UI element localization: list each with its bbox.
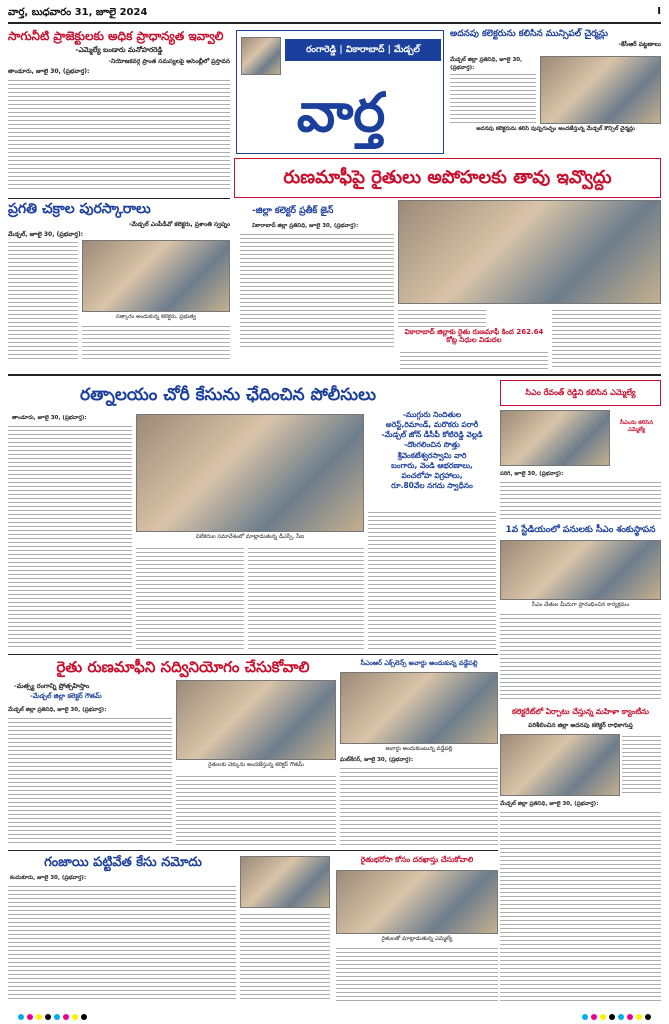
awards-photo: [82, 240, 230, 312]
subheadline-2: -మేడ్చల్ జిల్లా కలెక్టర్ గౌతమ్: [30, 692, 102, 700]
dateline: తాండూరు, జూలై 30, (ప్రభవార్త):: [8, 67, 90, 75]
divider: [8, 198, 230, 199]
body-text: [340, 766, 498, 846]
photo-caption: విలేకరుల సమావేశంలో మాట్లాడుతున్న డీఎస్పీ, సీఐ: [195, 534, 305, 540]
body-text: [8, 424, 132, 650]
body-text-2: [398, 308, 486, 328]
article-theft: [8, 380, 448, 410]
subheadline: -ఎమ్మెల్యే బండారు మనోహరరెడ్డి: [75, 45, 163, 54]
header-paper-date: వార్త, బుధవారం 31, జూలై 2024: [8, 7, 148, 18]
district-bar: రంగారెడ్డి | వికారాబాద్ | మేడ్చల్: [285, 39, 441, 61]
body-text: [450, 72, 536, 124]
photo-caption: సీఎం చేతుల మీదుగా ప్రారంభించిన కార్యక్రమం: [531, 602, 630, 608]
bharosa-headline: రైతుభరోసా కోసం దరఖాస్తు చేసుకోవాలి: [360, 855, 474, 864]
subheadline: -మత్స్య రంగాన్ని ప్రోత్సహిస్తాం: [14, 682, 90, 690]
body-text-2: [82, 324, 230, 360]
dateline: మేడ్చల్, జూలై 30, (ప్రభవార్త):: [8, 230, 84, 238]
award-headline: సీఎంఆర్ ఎక్స్‌లెన్స్ అవార్డు అందుకున్న వడ్డేపల్లి: [360, 659, 478, 667]
stadium-photo: [500, 540, 661, 600]
kp-8: రూ.80వేల నగదు స్వాధీనం: [391, 480, 473, 490]
article-cm: [500, 380, 661, 406]
dateline: కందుకూరు, జూలై 30, (ప్రభవార్త):: [10, 875, 87, 881]
photo-caption: సత్కారం అందుకున్న కలెక్టరు, ప్రభుత్వ: [115, 314, 197, 320]
kp-4: -దొంగలించిన సొత్తు: [404, 440, 460, 450]
article-chairmen: [450, 30, 661, 49]
body-text-4: [368, 510, 496, 650]
subheadline: -కేసీఆర్ పట్టణాలు: [618, 41, 661, 49]
dateline: పరిగి, జూలై 30, (ప్రభవార్త):: [500, 471, 564, 477]
body-text: [8, 716, 172, 846]
loan-headline: రైతు రుణమాఫీని సద్వినియోగం చేసుకోవాలి: [56, 658, 310, 676]
article-irrigation: [8, 30, 230, 190]
kp-6: బంగారు, వెండి ఆభరణాలు,: [391, 460, 473, 470]
lead-photo: [398, 200, 661, 304]
dateline: మేడ్చల్ జిల్లా ప్రతినిధి, జూలై 30, (ప్రభవార్త):: [500, 801, 599, 807]
body-text-2: [176, 774, 336, 846]
header-rule: [8, 22, 661, 24]
body-text: [8, 240, 78, 360]
kp-3: -మేడ్చల్ జోన్ డీసీపీ కోటిరెడ్డి వెల్లడి: [381, 430, 483, 440]
photo-caption: అవార్డు అందుకుంటున్న వడ్డేపల్లి: [385, 746, 453, 752]
canteen-side-text: [622, 734, 661, 796]
photo-caption: రైతులతో మాట్లాడుతున్న ఎమ్మెల్యే: [381, 936, 453, 942]
chairmen-photo: [540, 56, 661, 124]
key-points: [368, 410, 496, 491]
stadium-headline: 1వ స్టేడియంలో పనులకు సీఎం శంకుస్థాపన: [505, 525, 656, 535]
bharosa-photo: [336, 870, 498, 934]
temple-photo: [241, 37, 281, 75]
canteen-sub: పరిశీలించిన జిల్లా అదనపు కలెక్టర్ రాధికాగుప్త: [528, 722, 633, 729]
body-text: [500, 810, 661, 1002]
body-text-2: [136, 546, 244, 650]
body-text-3: [248, 546, 364, 650]
ganja-photo: [240, 856, 330, 908]
lead-headline-box: [234, 158, 661, 198]
color-registration-right: [582, 1014, 651, 1020]
body-text: [336, 946, 498, 1002]
body-text: [8, 884, 236, 1002]
subheadline: -మేడ్చల్ ఎంపీడీవో కలెక్టరు, ప్రశాంతి స్వప్నం: [128, 220, 230, 228]
kp-1: -ముగ్గురు నిందితుల: [402, 410, 462, 419]
color-registration-left: [18, 1014, 87, 1020]
kp-7: పంచలోహ విగ్రహాలు,: [401, 470, 463, 480]
article-awards: [8, 202, 230, 239]
body-text: [500, 612, 661, 702]
headline: రుణమాఫీపై రైతులు అపోహలకు తావు ఇవ్వొద్దు: [283, 167, 612, 188]
body-text: [240, 232, 394, 350]
masthead-logo: వార్త: [296, 80, 386, 144]
canteen-photo: [500, 734, 620, 796]
body-text-3: [552, 308, 661, 370]
photo-caption: రైతులకు చెక్కును అందజేస్తున్న కలెక్టర్ గౌతమ్: [208, 762, 304, 768]
dateline: మేడ్చల్ జిల్లా ప్రతినిధి, జూలై 30, (ప్రభవార్త):: [450, 57, 523, 71]
subheadline: -జిల్లా కలెక్టర్ ప్రతీక్ జైన్: [252, 206, 334, 216]
headline: రత్నాలయం చోరీ కేసును ఛేదించిన పోలీసులు: [79, 385, 376, 405]
divider-2: [8, 654, 498, 655]
section-rule: [8, 374, 661, 376]
loan-photo: [176, 680, 336, 760]
body-text: [500, 480, 661, 522]
page-number: I: [657, 6, 661, 17]
dateline: మేడ్చల్ జిల్లా ప్రతినిధి, జూలై 30, (ప్రభవార్త):: [8, 707, 107, 713]
dateline: తాండూరు, జూలై 30, (ప్రభవార్త):: [12, 415, 87, 421]
divider-3: [8, 850, 498, 851]
dateline: వికారాబాద్ జిల్లా ప్రతినిధి, జూలై 30, (ప్రభవార్త):: [252, 223, 359, 229]
headline: సిఎం రేవంత్ రెడ్డిని కలిసిన ఎమ్మెల్యే: [525, 388, 636, 397]
body-text-2: [240, 912, 330, 1002]
body-text-4: [400, 350, 548, 370]
subheadline-2: -నియోజకవర్గ ప్రాంత సమస్యలపై అసెంబ్లీలో ప్రస్తావన: [108, 57, 230, 65]
kp-5: శ్రీవెంకటేశ్వరస్వామి వారి: [397, 450, 467, 460]
headline: ప్రగతి చక్రాల పురస్కారాలు: [8, 201, 151, 217]
kp-2: అరెస్ట్,రిమాండ్, మరొకరు పరారీ: [385, 420, 479, 430]
award-photo: [340, 672, 498, 744]
page-header: [8, 6, 661, 20]
theft-photo: [136, 414, 364, 532]
rupees-highlight: వికారాబాద్ జిల్లాకు రైతు రుణమాఫీ కింద 262.64 కోట్ల నిధుల విడుదల: [404, 328, 544, 345]
dateline: ఘట్‌కేసర్, జూలై 30, (ప్రభవార్త):: [340, 757, 414, 763]
headline: సాగునీటి ప్రాజెక్టులకు అధిక ప్రాధాన్యత ఇవ్వాలి: [8, 29, 224, 43]
canteen-headline: కలెక్టరేట్‌లో ఏర్పాటు చేస్తున్న మహిళా క్యాంటీను: [511, 707, 649, 716]
body-text: [8, 78, 230, 190]
cm-photo: [500, 410, 610, 466]
photo-caption: సీఎంను కలిసిన ఎమ్మెల్యే: [620, 420, 653, 433]
headline: అదనపు కలెక్టరును కలిసిన మున్సిపల్ చైర్మన్లు: [450, 29, 608, 39]
photo-caption: అదనపు కలెక్టరును కలిసి పుష్పగుచ్ఛం అందజేస్తున్న మేడ్చల్ కౌన్సిల్ చైర్మన్లు: [476, 126, 635, 132]
ganja-headline: గంజాయి పట్టివేత కేసు నమోదు: [44, 855, 202, 870]
masthead: [236, 30, 444, 154]
